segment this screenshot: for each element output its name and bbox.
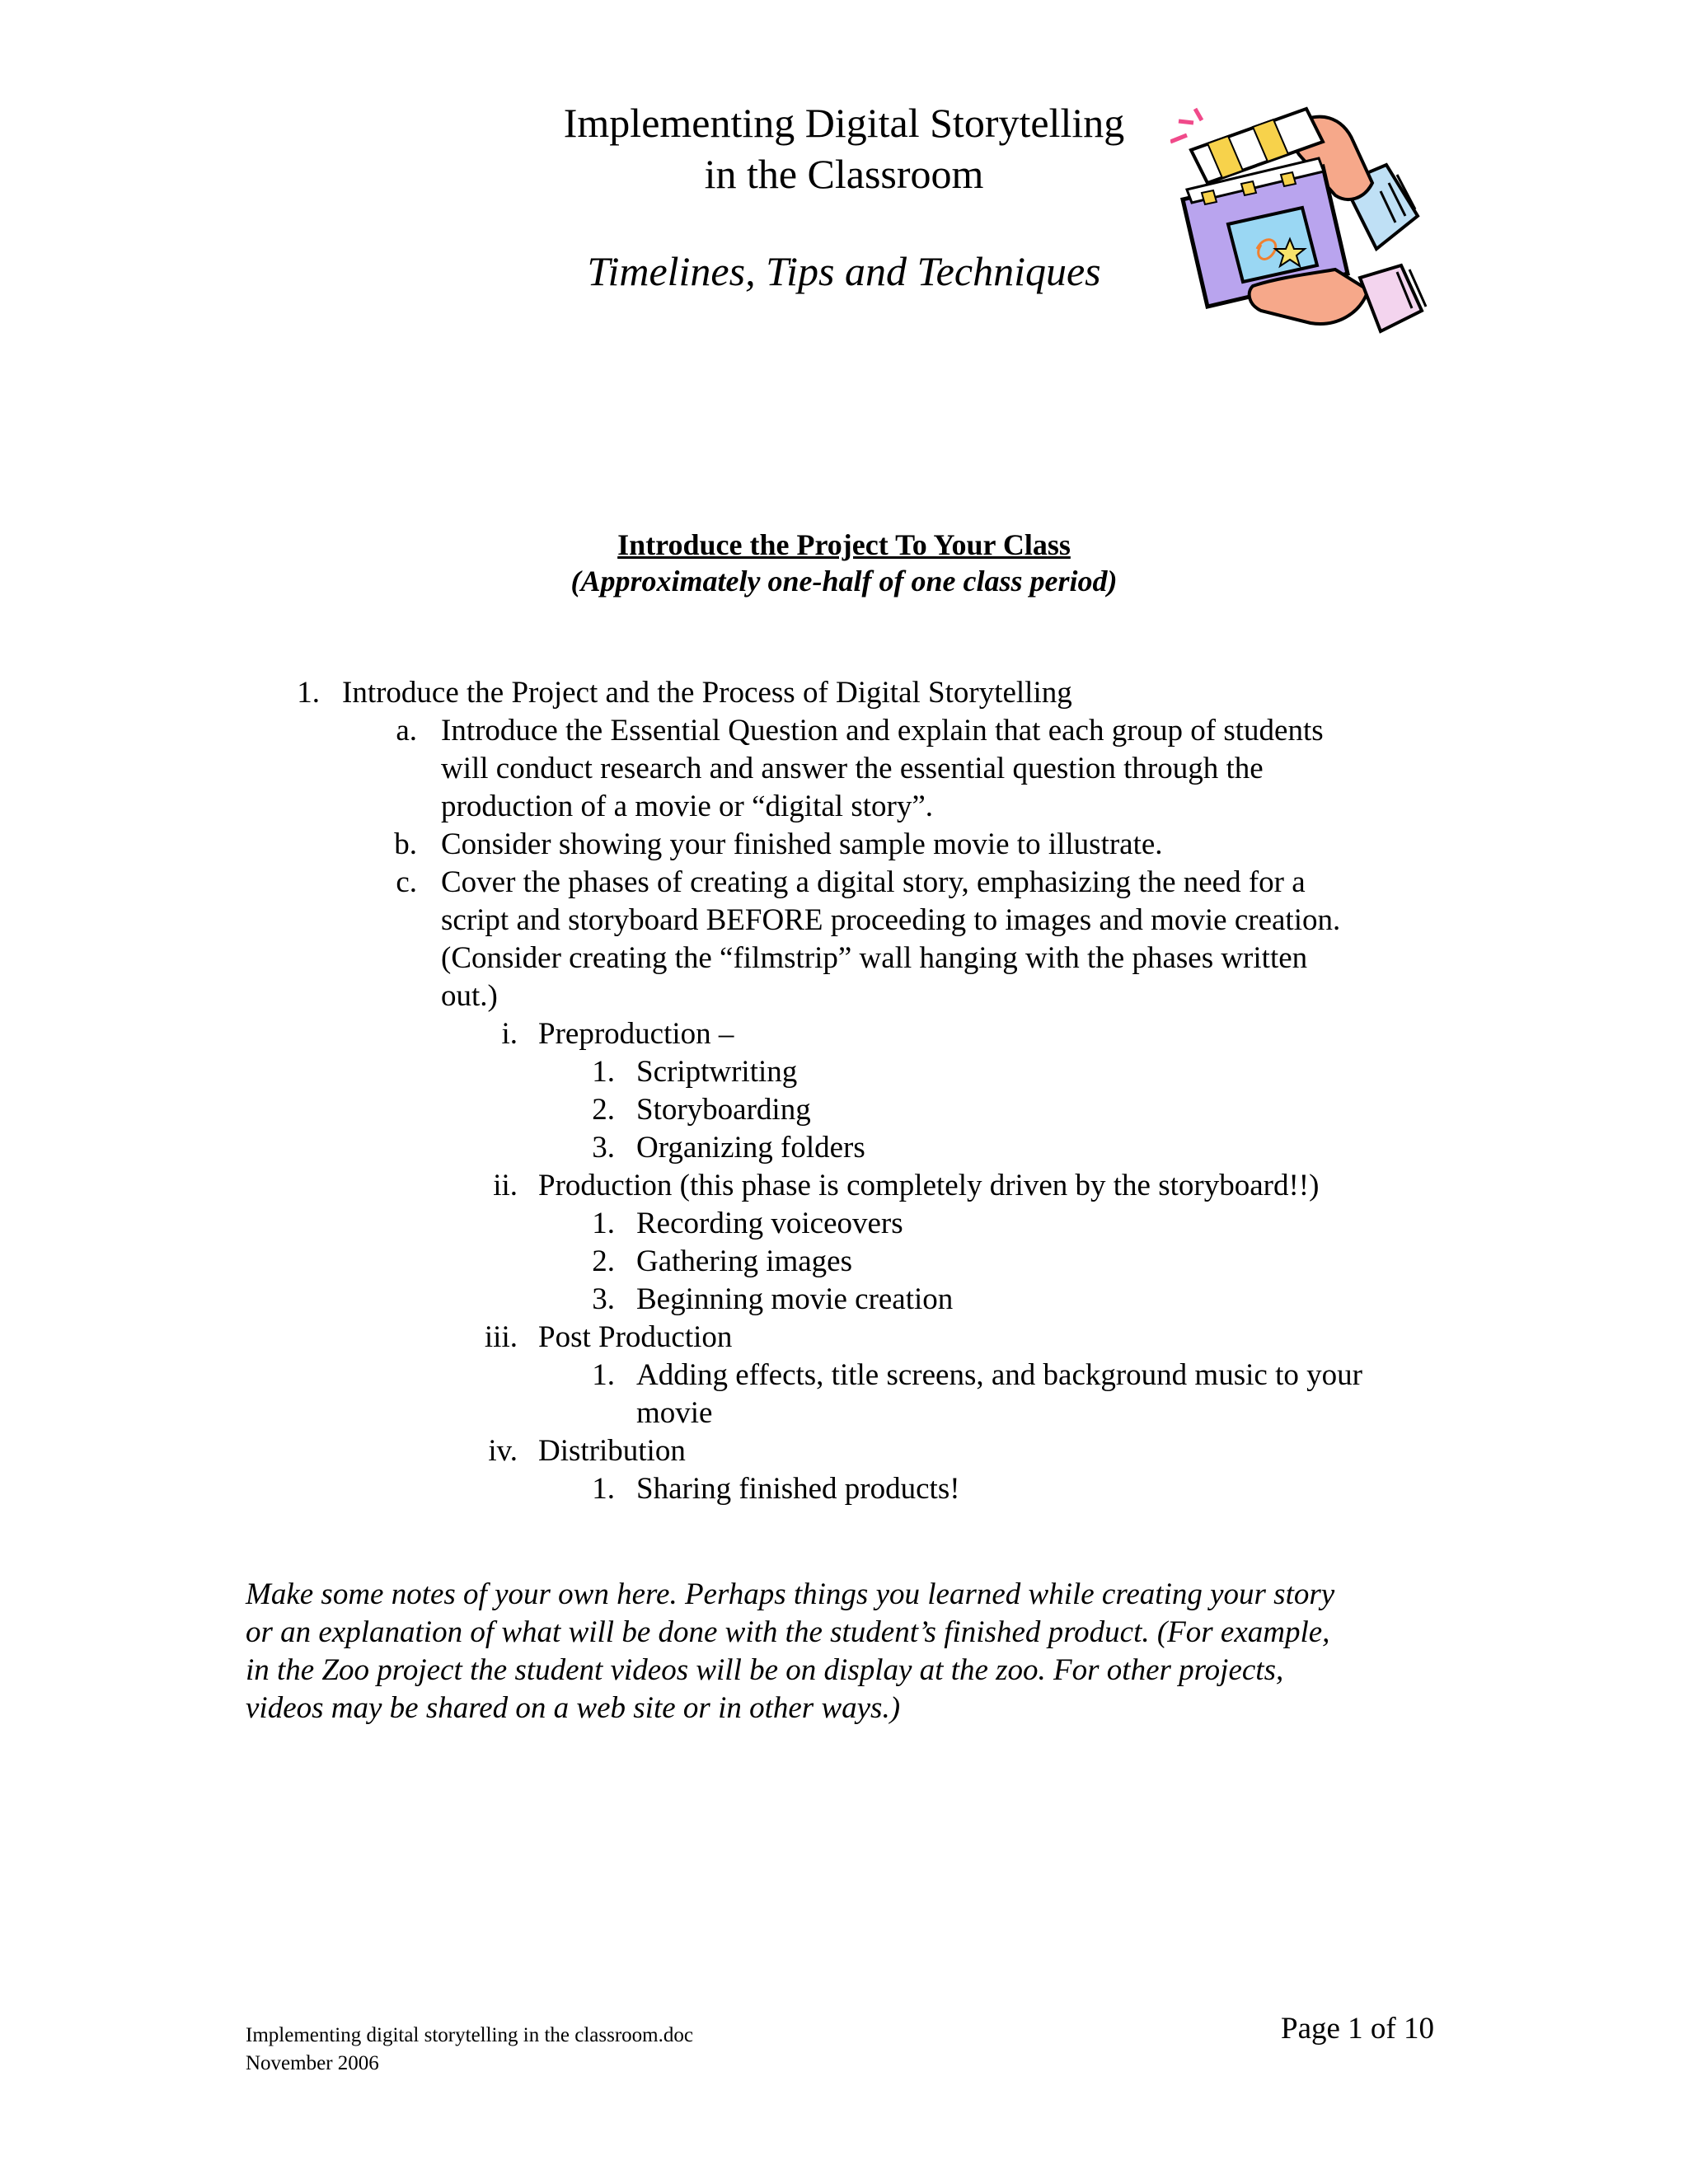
- section-heading: Introduce the Project To Your Class: [617, 528, 1071, 561]
- footer-left: [246, 2022, 693, 2078]
- notes-line: in the Zoo project the student videos will be on display at the zoo. For other projects,: [246, 1653, 1284, 1687]
- list-marker: ii.: [493, 1169, 518, 1202]
- footer-filename: Implementing digital storytelling in the classroom.doc: [246, 2024, 693, 2046]
- list-marker: 1.: [592, 1472, 615, 1506]
- notes-paragraph: [246, 1576, 1449, 1727]
- list-marker: a.: [396, 714, 417, 748]
- list-item: Sharing finished products!: [636, 1472, 960, 1506]
- notes-line: Make some notes of your own here. Perhaps things you learned while creating your story: [246, 1577, 1335, 1611]
- list-item: Distribution: [538, 1434, 686, 1468]
- clapperboard-hands-icon: [1170, 92, 1434, 356]
- list-item: Production (this phase is completely driven by the storyboard!!): [538, 1169, 1320, 1202]
- list-marker: 1.: [592, 1055, 615, 1089]
- list-marker: 1.: [592, 1358, 615, 1392]
- list-marker: i.: [501, 1017, 518, 1051]
- list-marker: 2.: [592, 1244, 615, 1278]
- list-marker: iv.: [488, 1434, 518, 1468]
- list-marker: 3.: [592, 1131, 615, 1165]
- page-number: Page 1 of 10: [1281, 2012, 1434, 2046]
- list-item: Preproduction –: [538, 1017, 734, 1051]
- list-marker: iii.: [484, 1320, 518, 1354]
- list-marker: 2.: [592, 1093, 615, 1127]
- list-item: Post Production: [538, 1320, 733, 1354]
- list-marker: 3.: [592, 1282, 615, 1316]
- document-title: [0, 97, 1688, 199]
- notes-line: or an explanation of what will be done with the student’s finished product. (For example,: [246, 1615, 1330, 1649]
- section-duration: (Approximately one-half of one class period): [570, 565, 1118, 598]
- list-item: Consider showing your finished sample movie to illustrate.: [441, 827, 1163, 861]
- list-item: Recording voiceovers: [636, 1207, 903, 1240]
- list-item: Storyboarding: [636, 1093, 811, 1127]
- list-item: Cover the phases of creating a digital story, emphasizing the need for a: [441, 865, 1306, 899]
- title-line-2: in the Classroom: [704, 151, 984, 197]
- list-marker: b.: [394, 827, 417, 861]
- list-item: will conduct research and answer the essential question through the: [441, 752, 1264, 785]
- list-item: Gathering images: [636, 1244, 852, 1278]
- list-item: movie: [636, 1396, 713, 1430]
- list-marker: 1.: [297, 676, 320, 710]
- list-item: Organizing folders: [636, 1131, 865, 1165]
- title-line-1: Implementing Digital Storytelling: [563, 100, 1125, 146]
- list-marker: c.: [396, 865, 417, 899]
- list-item: Introduce the Project and the Process of Digital Storytelling: [342, 676, 1072, 710]
- list-item: Introduce the Essential Question and explain that each group of students: [441, 714, 1324, 748]
- list-item: Adding effects, title screens, and background music to your: [636, 1358, 1362, 1392]
- list-item: (Consider creating the “filmstrip” wall hanging with the phases written: [441, 941, 1308, 975]
- document-subtitle: Timelines, Tips and Techniques: [587, 248, 1101, 294]
- list-item: out.): [441, 979, 498, 1013]
- list-item: Scriptwriting: [636, 1055, 798, 1089]
- list-marker: 1.: [592, 1207, 615, 1240]
- notes-line: videos may be shared on a web site or in other ways.): [246, 1691, 901, 1725]
- list-item: script and storyboard BEFORE proceeding to images and movie creation.: [441, 903, 1341, 937]
- list-item: production of a movie or “digital story”.: [441, 790, 933, 823]
- footer-date: November 2006: [246, 2052, 379, 2074]
- list-item: Beginning movie creation: [636, 1282, 954, 1316]
